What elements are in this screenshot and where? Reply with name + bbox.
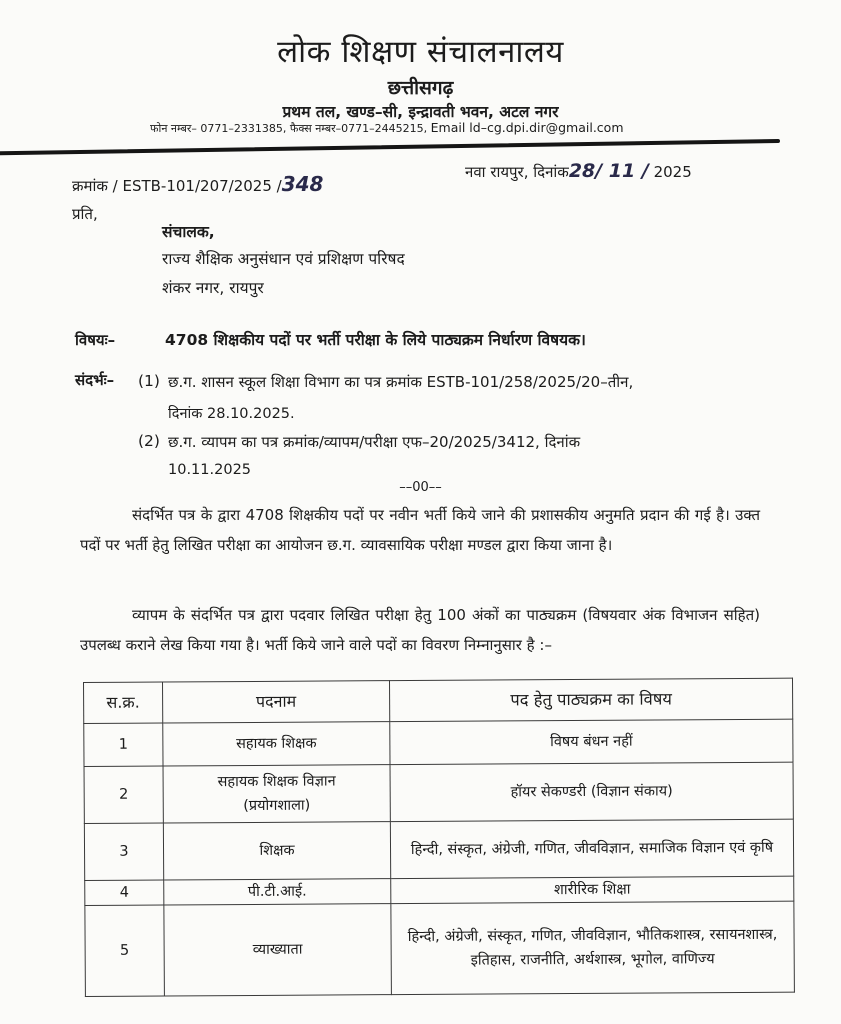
cell-sno: 2	[84, 766, 163, 823]
header-post: पदनाम	[163, 681, 390, 723]
office-name: लोक शिक्षण संचालनालय	[277, 34, 564, 70]
recipient-title: संचालक,	[162, 223, 215, 241]
cell-sno: 3	[84, 823, 163, 880]
recipient-address: शंकर नगर, रायपुर	[162, 279, 264, 297]
separator: ––00––	[399, 480, 442, 495]
place-date	[465, 160, 692, 182]
reference-2-line2: 10.11.2025	[168, 462, 252, 478]
cell-subject: शारीरिक शिक्षा	[391, 876, 794, 903]
to-label: प्रति,	[72, 205, 98, 223]
recipient-org: राज्य शैक्षिक अनुसंधान एवं प्रशिक्षण परिषद	[162, 250, 405, 268]
reference-2-line1: छ.ग. व्यापम का पत्र क्रमांक/व्यापम/परीक्षा एफ–20/2025/3412, दिनांक	[168, 433, 581, 451]
references-label: संदर्भः–	[75, 371, 115, 389]
header-sno: स.क्र.	[84, 682, 163, 723]
header-subject: पद हेतु पाठ्यक्रम का विषय	[389, 678, 792, 721]
letterhead-rule	[0, 139, 780, 155]
paragraph-1	[80, 500, 760, 560]
cell-sno: 4	[85, 880, 164, 905]
table-row	[84, 819, 793, 880]
paragraph-2	[80, 600, 760, 660]
cell-post: शिक्षक	[163, 822, 390, 880]
reference-1-line1: छ.ग. शासन स्कूल शिक्षा विभाग का पत्र क्रमांक ESTB-101/258/2025/20–तीन,	[168, 373, 634, 391]
cell-subject: हिन्दी, अंग्रेजी, संस्कृत, गणित, जीवविज्ञान, भौतिकशास्त्र, रसायनशास्त्र, इतिहास, राजनीति, अर्थशास्त्र, भूगोल, वाणिज्य	[391, 901, 795, 994]
table-header-row	[84, 678, 793, 723]
paragraph-1-text: संदर्भित पत्र के द्वारा 4708 शिक्षकीय पदों पर नवीन भर्ती किये जाने की प्रशासकीय अनुमति प्रदान की गई है। उक्त पदों पर भर्ती हेतु लिखित परीक्षा का आयोजन छ.ग. व्यावसायिक परीक्षा मण्डल द्वारा किया जाना है।	[80, 506, 760, 554]
cell-subject: हिन्दी, संस्कृत, अंग्रेजी, गणित, जीवविज्ञान, समाजिक विज्ञान एवं कृषि	[390, 819, 793, 878]
cell-post	[163, 765, 390, 823]
letter-reference-number	[72, 172, 323, 196]
subject-text: 4708 शिक्षकीय पदों पर भर्ती परीक्षा के लिये पाठ्यक्रम निर्धारण विषयक।	[165, 331, 586, 349]
office-address: प्रथम तल, खण्ड–सी, इन्द्रावती भवन, अटल नगर	[282, 103, 559, 121]
subject-label: विषयः–	[75, 331, 116, 349]
state-name: छत्तीसगढ़	[387, 77, 454, 99]
cell-subject: हॉयर सेकण्डरी (विज्ञान संकाय)	[390, 762, 793, 821]
table-row	[84, 719, 793, 766]
date-handwritten: 28/ 11 /	[568, 160, 649, 182]
contact-line	[150, 120, 624, 136]
posts-syllabus-table	[83, 678, 795, 997]
cell-post-line1: सहायक शिक्षक विज्ञान	[217, 773, 336, 791]
ref-prefix: क्रमांक / ESTB-101/207/2025 /	[72, 177, 282, 195]
cell-post: पी.टी.आई.	[164, 879, 391, 905]
date-year: 2025	[653, 163, 692, 181]
place-date-prefix: नवा रायपुर, दिनांक	[465, 163, 569, 181]
table-row	[84, 762, 793, 823]
ref-handwritten: 348	[281, 172, 324, 196]
cell-post-line2: (प्रयोगशाला)	[243, 797, 311, 815]
cell-post: व्याख्याता	[164, 904, 392, 996]
cell-post: सहायक शिक्षक	[163, 722, 390, 766]
reference-1-number: (1)	[138, 372, 160, 390]
table-row	[85, 901, 795, 996]
phone-fax: फोन नम्बर– 0771–2331385, फैक्स नम्बर–0771–2445215,	[150, 122, 428, 135]
cell-sno: 1	[84, 723, 163, 766]
cell-subject: विषय बंधन नहीं	[390, 719, 793, 764]
email: Email ld–cg.dpi.dir@gmail.com	[430, 120, 624, 135]
cell-sno: 5	[85, 905, 165, 996]
reference-2-number: (2)	[138, 432, 160, 450]
reference-1-line2: दिनांक 28.10.2025.	[168, 406, 295, 422]
paragraph-2-text: व्यापम के संदर्भित पत्र द्वारा पदवार लिखित परीक्षा हेतु 100 अंकों का पाठ्यक्रम (विषयवार अंक विभाजन सहित) उपलब्ध कराने लेख किया गया है। भर्ती किये जाने वाले पदों का विवरण निम्नानुसार है :–	[80, 606, 760, 654]
